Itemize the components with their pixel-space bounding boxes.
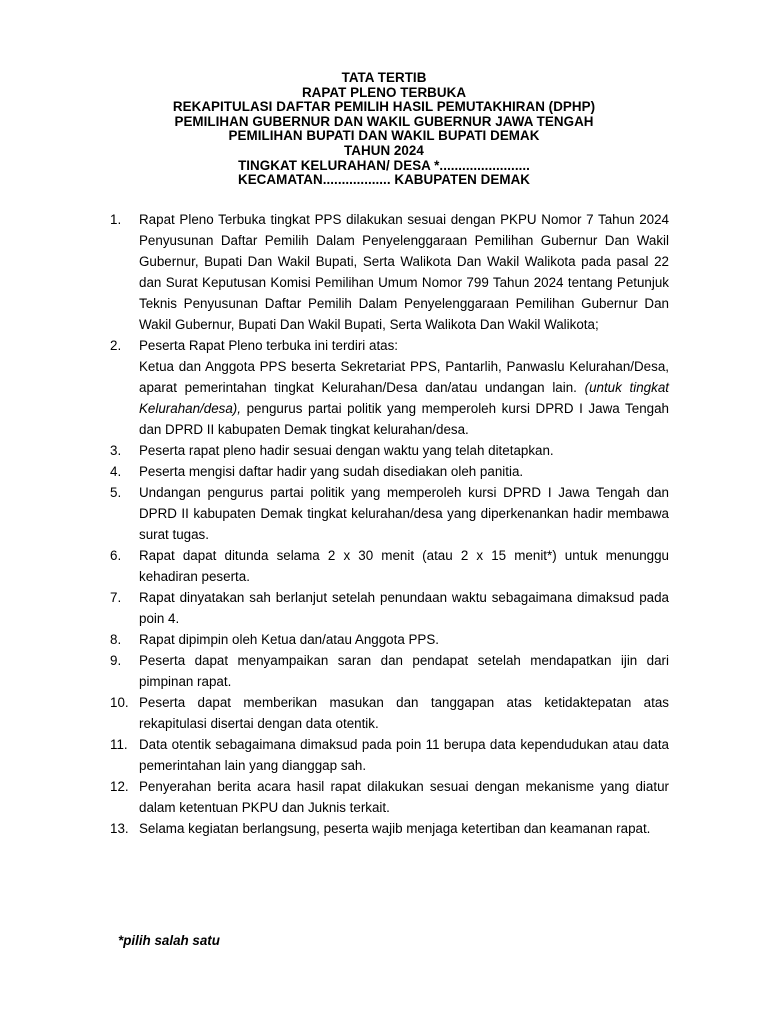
rule-item [110, 587, 669, 629]
rule-text: Peserta mengisi daftar hadir yang sudah disediakan oleh panitia. [139, 464, 524, 479]
header-subtitle: RAPAT PLENO TERBUKA [301, 84, 467, 100]
rule-text: Data otentik sebagaimana dimaksud pada poin 11 berupa data kependudukan atau data pemerintahan lain yang dianggap sah. [139, 737, 669, 773]
header-title: TATA TERTIB [341, 70, 427, 85]
rule-number: 13. [110, 821, 129, 836]
rule-text: Peserta dapat memberikan masukan dan tanggapan atas ketidaktepatan atas rekapitulasi disertai dengan data otentik. [139, 695, 669, 731]
rule-number: 10. [110, 695, 129, 710]
rule-text: Peserta dapat menyampaikan saran dan pendapat setelah mendapatkan ijin dari pimpinan rapat. [139, 653, 669, 689]
rule-item [110, 776, 669, 818]
rule-number: 11. [110, 737, 128, 752]
rule-item [110, 482, 669, 545]
rule-text: Selama kegiatan berlangsung, peserta wajib menjaga ketertiban dan keamanan rapat. [139, 821, 651, 836]
header-governor-line: PEMILIHAN GUBERNUR DAN WAKIL GUBERNUR JAWA TENGAH [174, 113, 594, 129]
rule-text: Rapat dipimpin oleh Ketua dan/atau Anggota PPS. [139, 632, 440, 647]
header-district-line: KECAMATAN.................. KABUPATEN DEMAK [237, 172, 531, 188]
footnote: *pilih salah satu [118, 933, 220, 948]
header-village-line: TINGKAT KELURAHAN/ DESA *........................ [238, 157, 530, 173]
rule-number: 12. [110, 779, 129, 794]
rule-item [110, 440, 669, 461]
rule-item [110, 335, 669, 440]
header-year-line: TAHUN 2024 [344, 142, 424, 158]
rule-text: Rapat dinyatakan sah berlanjut setelah penundaan waktu sebagaimana dimaksud pada poin 4. [139, 590, 669, 626]
rule-subtext-italic: (untuk tingkat Kelurahan/desa), [139, 380, 669, 416]
header-recap-line: REKAPITULASI DAFTAR PEMILIH HASIL PEMUTAKHIRAN (DPHP) [172, 99, 596, 115]
rule-item [110, 629, 669, 650]
rule-text: Peserta rapat pleno hadir sesuai dengan waktu yang telah ditetapkan. [139, 443, 554, 458]
rule-number: 1. [110, 212, 122, 227]
rule-item [110, 734, 669, 776]
rule-number: 8. [110, 632, 122, 647]
rule-item [110, 461, 669, 482]
rule-item [110, 692, 669, 734]
rule-item [110, 209, 669, 335]
rule-item [110, 650, 669, 692]
rule-number: 7. [110, 590, 122, 605]
rule-text-block [139, 335, 669, 440]
rule-text: Undangan pengurus partai politik yang memperoleh kursi DPRD I Jawa Tengah dan DPRD II kabupaten Demak tingkat kelurahan/desa yang diperkenankan hadir membawa surat tugas. [139, 485, 669, 542]
rule-number: 6. [110, 548, 122, 563]
rule-number: 4. [110, 464, 122, 479]
rule-item [110, 545, 669, 587]
rule-subtext-after: pengurus partai politik yang memperoleh kursi DPRD I Jawa Tengah dan DPRD II kabupaten Demak tingkat kelurahan/desa. [139, 401, 669, 437]
rule-item [110, 818, 669, 839]
rule-subtext-before: Ketua dan Anggota PPS beserta Sekretariat PPS, Pantarlih, Panwaslu Kelurahan/Desa, aparat pemerintahan tingkat Kelurahan/Desa dan/atau undangan lain. [139, 359, 669, 395]
header-regent-line: PEMILIHAN BUPATI DAN WAKIL BUPATI DEMAK [228, 128, 540, 144]
rule-text: Peserta Rapat Pleno terbuka ini terdiri atas: [139, 338, 399, 353]
rule-number: 2. [110, 338, 122, 353]
document-header [0, 71, 768, 188]
rule-text: Rapat Pleno Terbuka tingkat PPS dilakukan sesuai dengan PKPU Nomor 7 Tahun 2024 Penyusunan Daftar Pemilih Dalam Penyelenggaraan Pemilihan Gubernur Dan Wakil Gubernur, Bupati Dan Wakil Bupati, Serta Walikota Dan Wakil Walikota pada pasal 22 dan Surat Keputusan Komisi Pemilihan Umum Nomor 799 Tahun 2024 tentang Petunjuk Teknis Penyusunan Daftar Pemilih Dalam Penyelenggaraan Pemilihan Gubernur Dan Wakil Gubernur, Bupati Dan Wakil Bupati, Serta Walikota Dan Wakil Walikota; [139, 212, 669, 332]
rule-subtext [139, 356, 669, 440]
rule-number: 3. [110, 443, 122, 458]
rule-number: 5. [110, 485, 122, 500]
rule-text: Rapat dapat ditunda selama 2 x 30 menit (atau 2 x 15 menit*) untuk menunggu kehadiran peserta. [139, 548, 669, 584]
rule-number: 9. [110, 653, 122, 668]
rules-list [110, 209, 669, 839]
rule-text: Penyerahan berita acara hasil rapat dilakukan sesuai dengan mekanisme yang diatur dalam ketentuan PKPU dan Juknis terkait. [139, 779, 669, 815]
